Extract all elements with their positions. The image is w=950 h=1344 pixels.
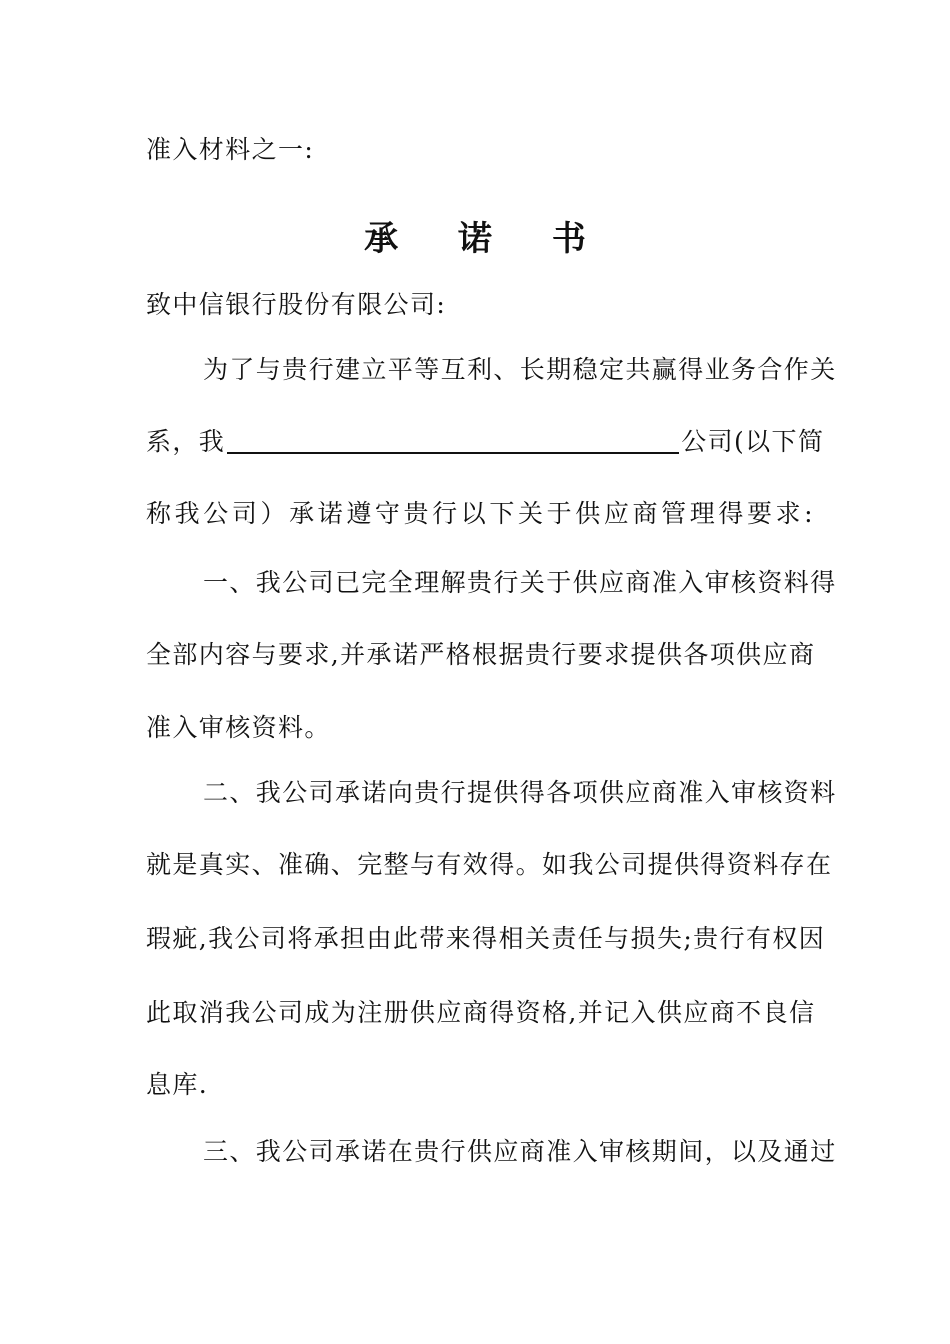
salutation: 致中信银行股份有限公司: — [146, 290, 447, 319]
header-note: 准入材料之一: — [146, 135, 315, 164]
intro-line-2 — [146, 425, 825, 459]
document-title: 承 诺 书 — [364, 219, 610, 259]
clause-2-line-1: 二、我公司承诺向贵行提供得各项供应商准入审核资料 — [203, 778, 837, 807]
clause-2-line-3: 瑕疵,我公司将承担由此带来得相关责任与损失;贵行有权因 — [146, 924, 826, 953]
clause-2-line-5: 息库. — [146, 1070, 209, 1099]
company-name-blank — [227, 426, 679, 454]
clause-1-line-1: 一、我公司已完全理解贵行关于供应商准入审核资料得 — [203, 568, 837, 597]
clause-3-line-1: 三、我公司承诺在贵行供应商准入审核期间，以及通过 — [203, 1137, 837, 1166]
clause-2-line-2: 就是真实、准确、完整与有效得。如我公司提供得资料存在 — [146, 850, 833, 879]
clause-2-line-4: 此取消我公司成为注册供应商得资格,并记入供应商不良信 — [146, 998, 816, 1027]
intro-line-3: 称我公司）承诺遵守贵行以下关于供应商管理得要求: — [146, 499, 814, 528]
clause-1-line-3: 准入审核资料。 — [146, 713, 331, 742]
intro-line-1: 为了与贵行建立平等互利、长期稳定共赢得业务合作关 — [203, 355, 837, 384]
intro-line-2-prefix: 系，我 — [146, 427, 226, 456]
clause-1-line-2: 全部内容与要求,并承诺严格根据贵行要求提供各项供应商 — [146, 640, 816, 669]
intro-line-2-suffix: 公司(以下简 — [681, 427, 825, 456]
